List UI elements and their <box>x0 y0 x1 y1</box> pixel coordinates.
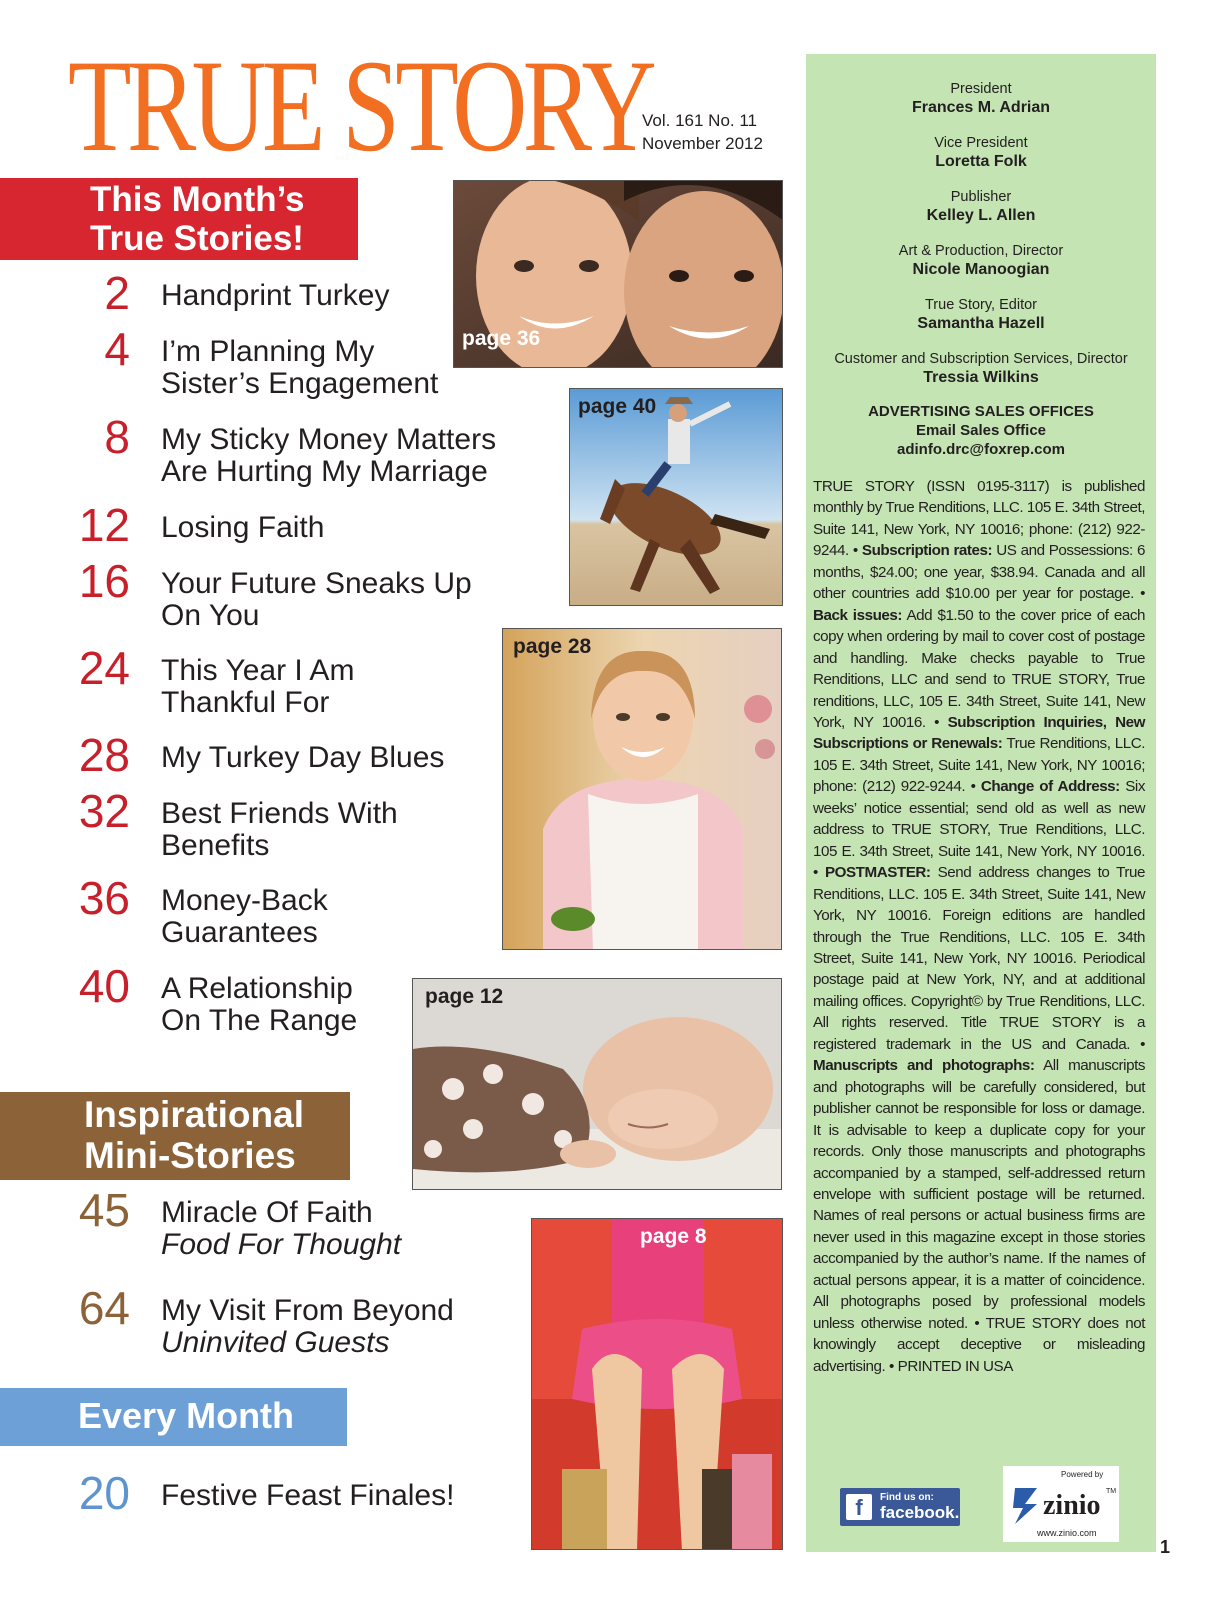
facebook-wordmark: facebook. <box>880 1503 960 1522</box>
page-number: 1 <box>1160 1537 1171 1557</box>
zinio-powered-by: Powered by <box>1061 1470 1104 1479</box>
woman-apron-photo[interactable] <box>502 628 782 950</box>
toc-page-number: 40 <box>78 960 130 1012</box>
section-title-line: This Month’s <box>90 180 305 219</box>
toc-page-number: 4 <box>104 323 130 375</box>
toc-page-number: 45 <box>78 1184 130 1236</box>
photo-page-label: page 12 <box>425 985 504 1008</box>
staff-name: Tressia Wilkins <box>923 369 1039 386</box>
photo-page-label: page 40 <box>578 395 657 418</box>
facebook-icon: f <box>846 1494 872 1520</box>
couple-photo[interactable] <box>453 180 783 368</box>
photo-page-label: page 8 <box>640 1225 707 1248</box>
staff-role: Vice President <box>934 135 1028 151</box>
shopping-photo[interactable] <box>531 1218 783 1550</box>
toc-title: Best Friends With Benefits <box>161 797 398 862</box>
staff-role: True Story, Editor <box>924 297 1037 313</box>
staff-role: Publisher <box>950 189 1012 205</box>
toc-title: Miracle Of Faith Food For Thought <box>161 1196 402 1261</box>
staff-entry <box>806 188 1156 226</box>
toc-page-number: 20 <box>78 1467 130 1519</box>
advertising-heading: ADVERTISING SALES OFFICES <box>868 403 1094 420</box>
toc-title: Handprint Turkey <box>161 279 390 312</box>
toc-title: Money-Back Guarantees <box>161 884 328 949</box>
toc-page-number: 64 <box>78 1282 130 1334</box>
staff-name: Nicole Manoogian <box>912 261 1050 278</box>
section-title-line: Every Month <box>78 1395 295 1436</box>
section-title-line: True Stories! <box>90 218 304 258</box>
svg-text:TRUE STORY: TRUE STORY <box>68 46 655 161</box>
zinio-url: www.zinio.com <box>1037 1528 1097 1538</box>
staff-role: Art & Production, Director <box>898 243 1064 259</box>
toc-title: Losing Faith <box>161 511 325 544</box>
section-true-stories <box>0 178 358 260</box>
staff-entry <box>806 134 1156 172</box>
publication-legal-text: TRUE STORY (ISSN 0195-3117) is published monthly by True Renditions, LLC. 105 E. 34th Street, Suite 141, New York, NY 10016; phone: (212) 922-9244. • Subscription rates: US and Possessions: 6 months, $24.00; one year, $38.94. Canada and all other countries add $10.00 per year for postage. • Back issues: Add $1.50 to the cover price of each copy when ordering by mail to cover cost of postage and handling. Make checks payable to True Renditions, LLC and send to TRUE STORY, True renditions, LLC, 105 E. 34th Street, Suite 141, New York, NY 10016. • Subscription Inquiries, New Subscriptions or Renewals: True Renditions, LLC. 105 E. 34th Street, Suite 141, New York, NY 10016; phone: (212) 922-9244. • Change of Address: Six weeks’ notice essential; send old as well as new address to TRUE STORY, True Renditions, LLC. 105 E. 34th Street, Suite 141, New York, NY 10016. • POSTMASTER: Send address changes to True Renditions, LLC. 105 E. 34th Street, Suite 141, New York, NY 10016. Foreign editions are handled through the True Renditions, LLC. 105 E. 34th Street, Suite 141, New York, NY 10016. Periodical postage paid at New York, NY, and at additional mailing offices. Copyright© by True Renditions, LLC. All rights reserved. Title TRUE STORY is a registered trademark in the US and Canada. • Manuscripts and photographs: All manuscripts and photographs will be carefully considered, but publisher cannot be responsible for loss or damage. It is advisable to keep a duplicate copy for your records. Only those manuscripts and photographs accompanied by a stamped, self-addressed return envelope with sufficient postage will be returned. Names of real persons or actual business firms are never used in this magazine except in those stories accompanied by the author’s name. If the names of actual persons appear, it is a matter of coincidence. All photographs posed by professional models unless otherwise noted. • TRUE STORY does not knowingly accept deceptive or misleading advertising. • PRINTED IN USA <box>813 478 1146 1375</box>
staff-role: President <box>950 81 1012 97</box>
staff-name: Kelley L. Allen <box>926 207 1036 224</box>
toc-page-number: 16 <box>78 555 130 607</box>
staff-role: Customer and Subscription Services, Director <box>834 351 1128 367</box>
zinio-z-icon <box>1011 1486 1041 1526</box>
section-title-line: Inspirational <box>84 1094 304 1135</box>
staff-entry <box>806 296 1156 334</box>
baby-photo[interactable] <box>412 978 782 1190</box>
photo-page-label: page 36 <box>462 327 541 350</box>
toc-page-number: 28 <box>78 729 130 781</box>
section-mini-stories <box>0 1092 350 1180</box>
section-title-line: Mini-Stories <box>84 1134 296 1176</box>
advertising-info <box>806 402 1156 459</box>
facebook-tagline: Find us on: <box>880 1492 934 1503</box>
staff-entry <box>806 242 1156 280</box>
advertising-email-link[interactable]: adinfo.drc@foxrep.com <box>897 441 1065 458</box>
staff-name: Loretta Folk <box>935 153 1027 170</box>
toc-title: My Sticky Money Matters Are Hurting My Marriage <box>161 423 497 488</box>
zinio-trademark: TM <box>1106 1488 1117 1495</box>
facebook-badge-button[interactable] <box>840 1488 960 1526</box>
staff-name: Samantha Hazell <box>917 315 1045 332</box>
staff-name: Frances M. Adrian <box>911 99 1051 116</box>
toc-title: This Year I Am Thankful For <box>161 654 355 719</box>
rodeo-photo[interactable] <box>569 388 783 606</box>
toc-title: My Turkey Day Blues <box>161 741 445 774</box>
toc-title: I’m Planning My Sister’s Engagement <box>161 335 439 400</box>
photo-page-label: page 28 <box>513 635 592 658</box>
section-every-month <box>0 1388 347 1446</box>
masthead-sidebar <box>806 54 1156 1552</box>
advertising-office: Email Sales Office <box>915 422 1047 439</box>
masthead-logo <box>68 46 658 161</box>
toc-title: Your Future Sneaks Up On You <box>161 567 472 632</box>
toc-page-number: 2 <box>104 267 130 319</box>
issue-date: November 2012 <box>642 134 763 153</box>
toc-page-number: 8 <box>104 411 130 463</box>
issue-info <box>642 109 763 155</box>
zinio-logo[interactable] <box>1003 1466 1119 1542</box>
volume-number: Vol. 161 No. 11 <box>642 111 757 130</box>
staff-entry <box>806 350 1156 388</box>
staff-entry <box>806 80 1156 118</box>
zinio-wordmark: zinio <box>1043 1490 1101 1521</box>
toc-page-number: 36 <box>78 872 130 924</box>
toc-title: Festive Feast Finales! <box>161 1479 455 1512</box>
toc-page-number: 32 <box>78 785 130 837</box>
toc-page-number: 12 <box>78 499 130 551</box>
toc-title: A Relationship On The Range <box>161 972 358 1037</box>
toc-title: My Visit From Beyond Uninvited Guests <box>161 1294 454 1359</box>
toc-page-number: 24 <box>78 642 130 694</box>
